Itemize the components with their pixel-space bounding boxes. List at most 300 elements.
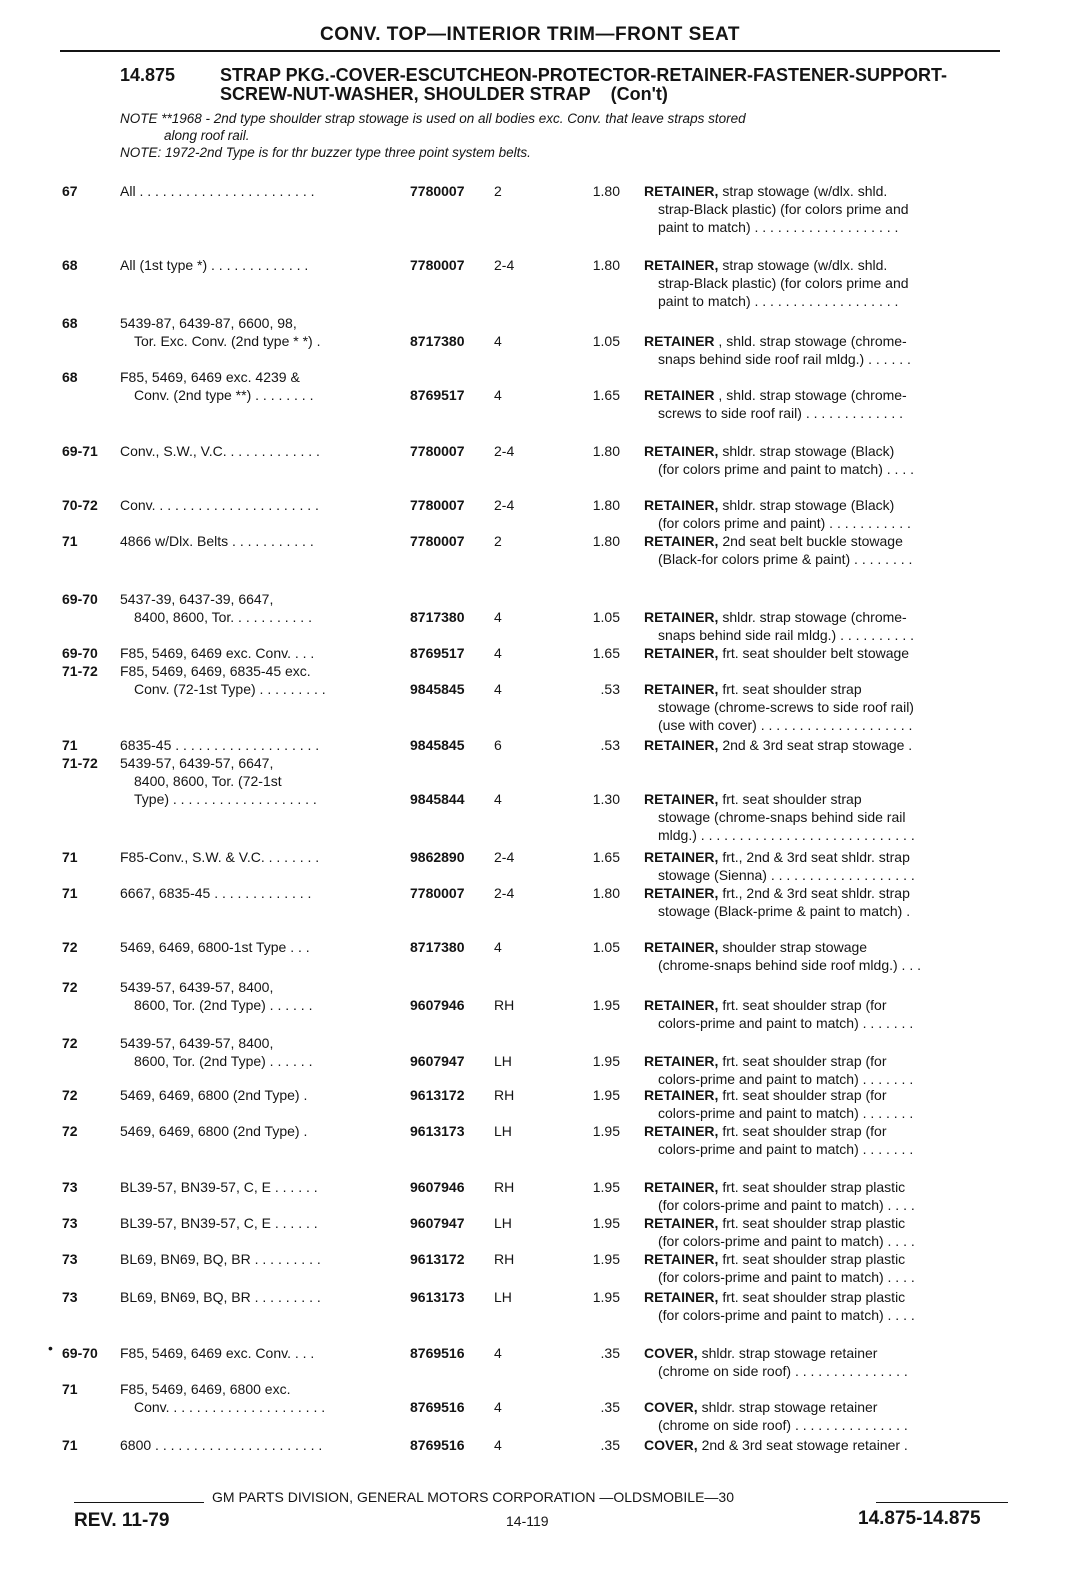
description-line: F85, 5469, 6469 exc. Conv. . . . [120,1345,315,1361]
quantity: 2 [494,183,502,199]
quantity: 4 [494,1345,502,1361]
part-name [644,736,1004,754]
quantity: RH [494,997,515,1013]
quantity: 2-4 [494,443,515,459]
year: 69-70 [62,645,98,661]
part-name-line: strap-Black plastic) (for colors prime and [658,201,909,217]
quantity: 2-4 [494,849,515,865]
description-line: F85, 5469, 6469, 6835-45 exc. [120,663,311,679]
description-line: F85, 5469, 6469, 6800 exc. [120,1381,291,1397]
part-name-line: colors-prime and paint to match) . . . . . . . [658,1105,914,1121]
description-line: 8600, Tor. (2nd Type) . . . . . . [134,997,313,1013]
description-line: 6667, 6835-45 . . . . . . . . . . . . . [120,885,312,901]
part-name-line: (for colors-prime and paint to match) . . . . [658,1269,915,1285]
footer-page-number: 14-119 [506,1513,549,1529]
part-number: 8717380 [410,609,465,625]
footer-revision: REV. 11-79 [74,1510,170,1531]
year: 71 [62,1381,78,1397]
part-number: 7780007 [410,885,465,901]
part-name-line: paint to match) . . . . . . . . . . . . . . . . . . . [658,219,899,235]
description-line: Conv. . . . . . . . . . . . . . . . . . . . . [134,1399,326,1415]
part-name-detail: shldr. strap stowage (chrome- [722,609,907,625]
part-name-detail: frt., 2nd & 3rd seat shldr. strap [722,849,910,865]
description [120,256,390,274]
year: 72 [62,1123,78,1139]
part-name-line [644,1250,1004,1268]
part-name [644,532,1004,568]
part-name-line [644,1178,1004,1196]
price: 1.05 [592,609,620,625]
part-name-line [644,182,1004,200]
part-number: 9607946 [410,997,465,1013]
part-name [644,996,1004,1032]
description-line: Conv. (72-1st Type) . . . . . . . . . [134,681,326,697]
quantity: 4 [494,387,502,403]
year: 70-72 [62,497,98,513]
part-name-line [644,736,1004,754]
part-name-line: paint to match) . . . . . . . . . . . . . . . . . . . [658,293,899,309]
part-name-line: stowage (chrome-screws to side roof rail) [658,699,914,715]
part-name-line: (chrome on side roof) . . . . . . . . . . . . . . . [658,1363,908,1379]
description-line: 5469, 6469, 6800 (2nd Type) . [120,1087,308,1103]
part-number: 8769517 [410,645,465,661]
part-name [644,442,1004,478]
description [120,978,390,1014]
description [120,754,390,808]
description-line: BL39-57, BN39-57, C, E . . . . . . [120,1215,318,1231]
price: 1.05 [592,939,620,955]
year: 72 [62,979,78,995]
part-name-detail: shoulder strap stowage [722,939,868,955]
price: .35 [600,1437,620,1453]
quantity: 6 [494,737,502,753]
part-name-line [644,996,1004,1014]
part-number: 7780007 [410,533,465,549]
part-name [644,644,1004,662]
part-name-detail: frt. seat shoulder belt stowage [722,645,910,661]
part-name-line: (chrome-snaps behind side roof mldg.) . . . [658,957,922,973]
part-name-detail: frt. seat shoulder strap (for [722,1087,887,1103]
price: 1.65 [592,387,620,403]
quantity: 2-4 [494,497,515,513]
description [120,1288,390,1306]
part-name-detail: frt. seat shoulder strap (for [722,1053,887,1069]
description-line: Conv. . . . . . . . . . . . . . . . . . . . . . [120,497,319,513]
description-line: 4866 w/Dlx. Belts . . . . . . . . . . . [120,533,314,549]
part-name [644,938,1004,974]
part-name [644,1288,1004,1324]
part-name-detail: frt. seat shoulder strap (for [722,997,887,1013]
part-name-keyword: COVER, [644,1399,698,1415]
part-number: 9845845 [410,681,465,697]
part-number: 9613173 [410,1123,465,1139]
quantity: 4 [494,791,502,807]
description [120,182,390,200]
quantity: LH [494,1215,512,1231]
description-line: 6835-45 . . . . . . . . . . . . . . . . . . . [120,737,320,753]
part-name-line: colors-prime and paint to match) . . . . . . . [658,1071,914,1087]
part-name-line [644,1122,1004,1140]
price: .35 [600,1399,620,1415]
year: 71 [62,885,78,901]
part-name-line [644,256,1004,274]
part-name-keyword: RETAINER, [644,1215,719,1231]
part-number: 9862890 [410,849,465,865]
description-line: Tor. Exc. Conv. (2nd type * *) . [134,333,321,349]
price: 1.80 [592,497,620,513]
part-number: 9845845 [410,737,465,753]
part-name [644,496,1004,532]
part-name-keyword: RETAINER, [644,497,719,513]
part-name [644,680,1004,734]
part-name-keyword: RETAINER, [644,609,719,625]
part-number: 8717380 [410,939,465,955]
part-number: 9613173 [410,1289,465,1305]
part-name-line: snaps behind side rail mldg.) . . . . . . . . . . [658,627,914,643]
part-name-line: strap-Black plastic) (for colors prime and [658,275,909,291]
description [120,644,390,662]
part-number: 9607947 [410,1215,465,1231]
part-name-line [644,442,1004,460]
price: .53 [600,737,620,753]
note-line: NOTE **1968 - 2nd type shoulder strap stowage is used on all bodies exc. Conv. that leave straps stored [120,111,746,126]
description-line: 8400, 8600, Tor. . . . . . . . . . . [134,609,312,625]
part-name-detail: 2nd & 3rd seat strap stowage . [722,737,913,753]
footer-corporation: GM PARTS DIVISION, GENERAL MOTORS CORPORATION —OLDSMOBILE—30 [212,1489,734,1505]
quantity: 4 [494,333,502,349]
year: 68 [62,369,78,385]
part-name-keyword: RETAINER, [644,645,719,661]
description-line: 5439-57, 6439-57, 8400, [120,1035,274,1051]
part-name-detail: frt. seat shoulder strap plastic [722,1179,906,1195]
price: 1.95 [592,1215,620,1231]
part-name-line [644,1214,1004,1232]
quantity: 4 [494,1437,502,1453]
year: 71-72 [62,663,98,679]
price: 1.65 [592,849,620,865]
price: 1.95 [592,997,620,1013]
part-name [644,790,1004,844]
part-number: 8769516 [410,1345,465,1361]
part-name-line [644,644,1004,662]
description-line: F85-Conv., S.W. & V.C. . . . . . . . [120,849,320,865]
part-number: 7780007 [410,443,465,459]
part-number: 7780007 [410,257,465,273]
part-name-line [644,884,1004,902]
part-name-keyword: RETAINER [644,387,715,403]
part-name [644,1178,1004,1214]
quantity: RH [494,1251,515,1267]
part-name-keyword: RETAINER, [644,681,719,697]
description [120,848,390,866]
quantity: LH [494,1053,512,1069]
part-name-line [644,1086,1004,1104]
part-name-keyword: RETAINER, [644,939,719,955]
quantity: 4 [494,645,502,661]
part-name-keyword: RETAINER, [644,533,719,549]
part-name-keyword: RETAINER, [644,1289,719,1305]
part-name-line [644,1398,1004,1416]
note-line: NOTE: 1972-2nd Type is for thr buzzer type three point system belts. [120,145,531,160]
part-name-keyword: RETAINER, [644,257,719,273]
description [120,1380,390,1416]
part-name [644,1344,1004,1380]
description-line: F85, 5469, 6469 exc. 4239 & [120,369,300,385]
part-name-keyword: RETAINER, [644,1053,719,1069]
description-line: 5469, 6469, 6800-1st Type . . . [120,939,310,955]
description-line: All (1st type *) . . . . . . . . . . . . . [120,257,309,273]
description-line: BL39-57, BN39-57, C, E . . . . . . [120,1179,318,1195]
price: 1.30 [592,791,620,807]
part-name-line: (for colors-prime and paint to match) . . . . [658,1233,915,1249]
part-name-detail: shldr. strap stowage (Black) [722,497,895,513]
price: 1.95 [592,1087,620,1103]
quantity: 4 [494,1399,502,1415]
part-name-detail: shldr. strap stowage retainer [701,1345,878,1361]
year: 73 [62,1289,78,1305]
price: 1.80 [592,885,620,901]
part-name-line [644,332,1004,350]
part-name-detail: shldr. strap stowage (Black) [722,443,895,459]
part-name-line: (for colors-prime and paint to match) . . . . [658,1197,915,1213]
part-name-line: snaps behind side roof rail mldg.) . . . . . . [658,351,911,367]
part-name-line [644,680,1004,698]
part-number: 7780007 [410,497,465,513]
part-name-line [644,938,1004,956]
description [120,938,390,956]
year: 71 [62,1437,78,1453]
part-name-line: (for colors prime and paint) . . . . . . . . . . . [658,515,911,531]
description [120,1122,390,1140]
part-name-detail: , shld. strap stowage (chrome- [718,387,907,403]
part-name-keyword: RETAINER, [644,443,719,459]
part-number: 9607947 [410,1053,465,1069]
price: 1.95 [592,1289,620,1305]
price: 1.95 [592,1053,620,1069]
note-line: along roof rail. [164,128,250,143]
part-name-line: colors-prime and paint to match) . . . . . . . [658,1141,914,1157]
quantity: LH [494,1123,512,1139]
description [120,1034,390,1070]
quantity: 2-4 [494,257,515,273]
description [120,368,390,404]
price: 1.95 [592,1123,620,1139]
description-line: BL69, BN69, BQ, BR . . . . . . . . . [120,1289,321,1305]
part-name-line: mldg.) . . . . . . . . . . . . . . . . . . . . . . . . . . . . [658,827,915,843]
description-line: All . . . . . . . . . . . . . . . . . . . . . . . [120,183,315,199]
margin-mark: • [48,1340,53,1356]
part-name-detail: 2nd seat belt buckle stowage [722,533,903,549]
description [120,442,390,460]
part-name-detail: frt. seat shoulder strap [722,681,862,697]
part-name-line: (chrome on side roof) . . . . . . . . . . . . . . . [658,1417,908,1433]
price: 1.65 [592,645,620,661]
description-line: 5437-39, 6437-39, 6647, [120,591,274,607]
part-name-line: colors-prime and paint to match) . . . . . . . [658,1015,914,1031]
part-name-line: stowage (Sienna) . . . . . . . . . . . . . . . . . . . [658,867,915,883]
part-name [644,1398,1004,1434]
part-number: 9845844 [410,791,465,807]
description-line: Conv. (2nd type **) . . . . . . . . [134,387,314,403]
description-line: Type) . . . . . . . . . . . . . . . . . . . [134,791,317,807]
description [120,1086,390,1104]
part-name-line: screws to side roof rail) . . . . . . . . . . . . . [658,405,904,421]
part-name-line: (for colors-prime and paint to match) . . . . [658,1307,915,1323]
year: 71 [62,737,78,753]
description [120,884,390,902]
part-name-line: (Black-for colors prime & paint) . . . . . . . . [658,551,913,567]
part-name-keyword: RETAINER [644,333,715,349]
price: 1.80 [592,533,620,549]
part-name-line [644,790,1004,808]
part-name-keyword: COVER, [644,1437,698,1453]
year: 68 [62,315,78,331]
part-name-detail: frt., 2nd & 3rd seat shldr. strap [722,885,910,901]
part-name-detail: shldr. strap stowage retainer [701,1399,878,1415]
part-name [644,1214,1004,1250]
part-name-keyword: RETAINER, [644,849,719,865]
price: 1.05 [592,333,620,349]
year: 71 [62,533,78,549]
quantity: 4 [494,939,502,955]
description [120,662,390,698]
quantity: 4 [494,609,502,625]
description [120,1250,390,1268]
year: 71 [62,849,78,865]
footer-rule-right [876,1502,1008,1503]
part-name-line [644,1344,1004,1362]
part-name-detail: frt. seat shoulder strap plastic [722,1251,906,1267]
quantity: 2-4 [494,885,515,901]
description-line: 5439-87, 6439-87, 6600, 98, [120,315,297,331]
quantity: LH [494,1289,512,1305]
description [120,1214,390,1232]
part-name-line: (use with cover) . . . . . . . . . . . . . . . . . . . . [658,717,913,733]
part-name-keyword: RETAINER, [644,1123,719,1139]
price: .35 [600,1345,620,1361]
part-name [644,608,1004,644]
part-name [644,332,1004,368]
part-name [644,182,1004,236]
part-number: 9613172 [410,1251,465,1267]
price: 1.80 [592,257,620,273]
part-name-detail: frt. seat shoulder strap [722,791,862,807]
description-line: F85, 5469, 6469 exc. Conv. . . . [120,645,315,661]
year: 69-71 [62,443,98,459]
part-name-detail: frt. seat shoulder strap (for [722,1123,887,1139]
part-name-detail: 2nd & 3rd seat stowage retainer . [701,1437,908,1453]
part-name-keyword: RETAINER, [644,183,719,199]
price: 1.80 [592,183,620,199]
part-name-keyword: RETAINER, [644,791,719,807]
part-name-keyword: RETAINER, [644,885,719,901]
description [120,590,390,626]
description [120,496,390,514]
page-header [60,24,1000,52]
notes [120,110,1000,161]
part-number: 8717380 [410,333,465,349]
part-name-line [644,1288,1004,1306]
part-number: 8769516 [410,1437,465,1453]
year: 71-72 [62,755,98,771]
section-number: 14.875 [120,65,176,85]
part-name-line: (for colors prime and paint to match) . . . . [658,461,914,477]
part-number: 9613172 [410,1087,465,1103]
part-name [644,1250,1004,1286]
year: 69-70 [62,1345,98,1361]
description-line: 8600, Tor. (2nd Type) . . . . . . [134,1053,313,1069]
year: 73 [62,1215,78,1231]
part-number: 9607946 [410,1179,465,1195]
year: 72 [62,1035,78,1051]
year: 72 [62,1087,78,1103]
part-name [644,848,1004,884]
part-name-keyword: COVER, [644,1345,698,1361]
year: 72 [62,939,78,955]
description-line: 6800 . . . . . . . . . . . . . . . . . . . . . . [120,1437,323,1453]
year: 69-70 [62,591,98,607]
price: 1.80 [592,443,620,459]
part-name-keyword: RETAINER, [644,1179,719,1195]
part-number: 8769516 [410,1399,465,1415]
part-name-keyword: RETAINER, [644,997,719,1013]
price: 1.95 [592,1251,620,1267]
page-title: CONV. TOP—INTERIOR TRIM—FRONT SEAT [320,24,740,45]
part-name-keyword: RETAINER, [644,1251,719,1267]
part-name [644,1052,1004,1088]
part-name-line [644,1052,1004,1070]
part-name [644,256,1004,310]
part-name [644,1086,1004,1122]
part-name-line [644,386,1004,404]
description-line: 5439-57, 6439-57, 6647, [120,755,274,771]
part-name-detail: strap stowage (w/dlx. shld. [722,257,888,273]
year: 68 [62,257,78,273]
part-name-line [644,532,1004,550]
part-name-detail: strap stowage (w/dlx. shld. [722,183,888,199]
quantity: RH [494,1087,515,1103]
year: 73 [62,1251,78,1267]
part-name-detail: frt. seat shoulder strap plastic [722,1289,906,1305]
footer-range: 14.875-14.875 [858,1508,981,1529]
part-name-line [644,608,1004,626]
description-line: 5439-57, 6439-57, 8400, [120,979,274,995]
part-name [644,1436,1004,1454]
description [120,1178,390,1196]
part-name [644,884,1004,920]
part-name [644,386,1004,422]
description [120,532,390,550]
section-title: STRAP PKG.-COVER-ESCUTCHEON-PROTECTOR-RETAINER-FASTENER-SUPPORT-SCREW-NUT-WASHER, SHOULDER STRAP (Con't) [220,65,948,104]
description-line: BL69, BN69, BQ, BR . . . . . . . . . [120,1251,321,1267]
part-name-detail: , shld. strap stowage (chrome- [718,333,907,349]
description [120,314,390,350]
part-name-line: stowage (chrome-snaps behind side rail [658,809,906,825]
part-number: 7780007 [410,183,465,199]
description-line: Conv., S.W., V.C. . . . . . . . . . . . . [120,443,320,459]
year: 67 [62,183,78,199]
part-name [644,1122,1004,1158]
part-name-line [644,848,1004,866]
year: 73 [62,1179,78,1195]
part-number: 8769517 [410,387,465,403]
footer-rule-left [74,1502,204,1503]
description-line: 5469, 6469, 6800 (2nd Type) . [120,1123,308,1139]
description [120,1436,390,1454]
description-line: 8400, 8600, Tor. (72-1st [134,773,282,789]
price: 1.95 [592,1179,620,1195]
part-name-keyword: RETAINER, [644,1087,719,1103]
